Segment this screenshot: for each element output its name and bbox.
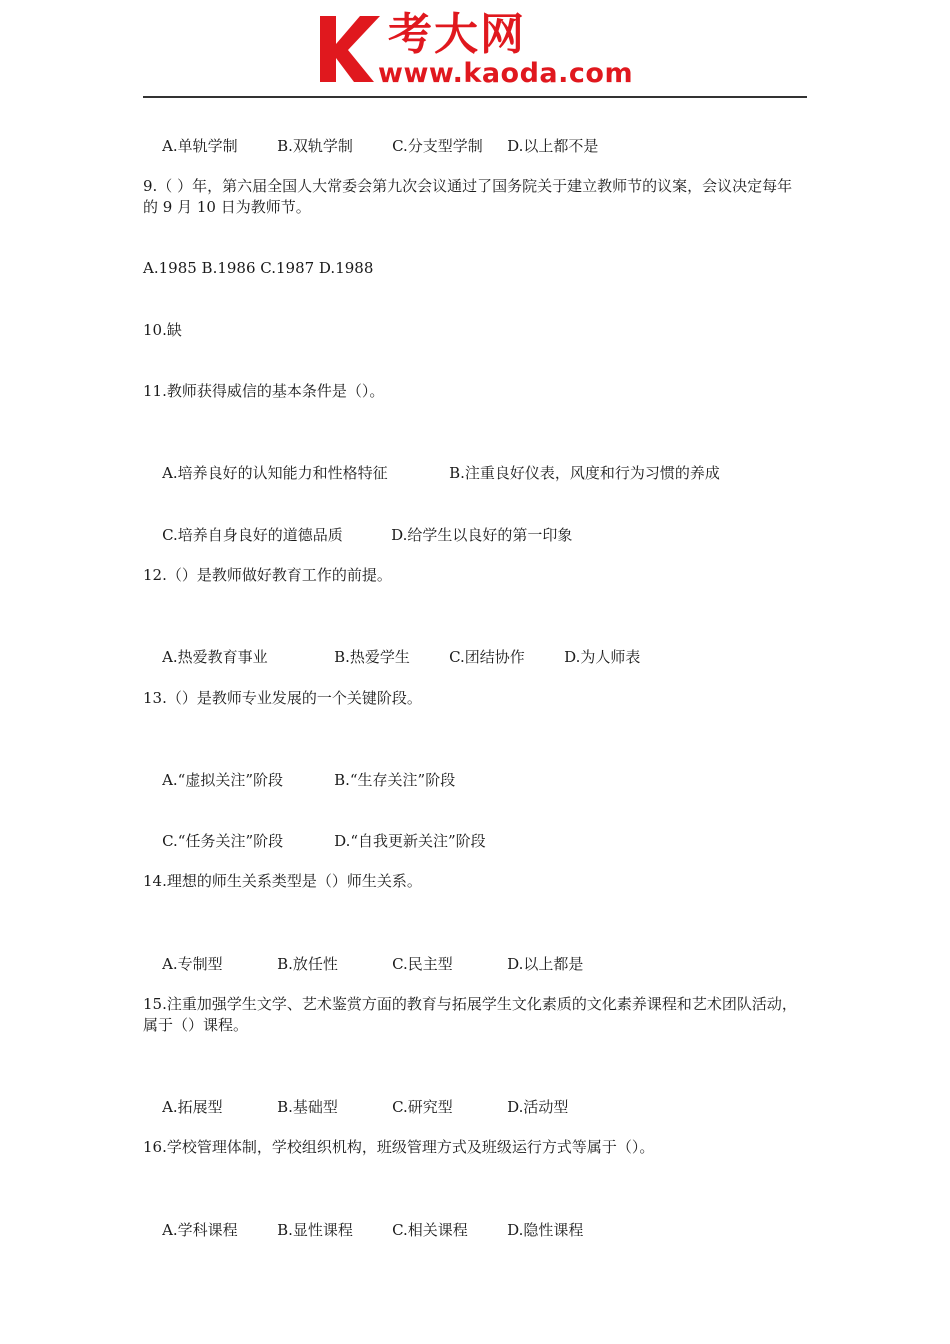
q14-stem: 14.理想的师生关系类型是（）师生关系。 (143, 872, 422, 890)
q10-stem: 10.缺 (143, 321, 182, 339)
q13-options-row2 (143, 810, 486, 873)
q16-option-d: D.隐性课程 (507, 1221, 584, 1239)
q14-options (143, 933, 583, 996)
q14-option-b: B.放任性 (277, 955, 338, 973)
q11-stem: 11.教师获得威信的基本条件是（）。 (143, 382, 385, 400)
q13-options-row1 (143, 749, 455, 812)
q15-stem: 15.注重加强学生文学、艺术鉴赏方面的教育与拓展学生文化素质的文化素养课程和艺术团队活动，属于（）课程。 (143, 995, 797, 1034)
q15-option-c: C.研究型 (392, 1098, 453, 1116)
q16-option-b: B.显性课程 (277, 1221, 353, 1239)
q14-option-c: C.民主型 (392, 955, 453, 973)
q16-stem: 16.学校管理体制，学校组织机构，班级管理方式及班级运行方式等属于（）。 (143, 1138, 655, 1156)
q11-options-row2 (143, 504, 572, 567)
q15-option-d: D.活动型 (507, 1098, 569, 1116)
q12-option-d: D.为人师表 (564, 648, 641, 666)
q16-option-c: C.相关课程 (392, 1221, 468, 1239)
q13-option-c: C.“任务关注”阶段 (162, 832, 284, 850)
q13-option-b: B.“生存关注”阶段 (334, 771, 456, 789)
q15-option-b: B.基础型 (277, 1098, 338, 1116)
q13-option-a: A.“虚拟关注”阶段 (162, 771, 284, 789)
q9-options: A.1985 B.1986 C.1987 D.1988 (143, 259, 374, 277)
kaoda-logo[interactable] (318, 10, 648, 90)
q16-options (143, 1199, 583, 1262)
q13-option-d: D.“自我更新关注”阶段 (334, 832, 486, 850)
q11-options-row1 (143, 442, 720, 505)
q15-options (143, 1076, 568, 1139)
q11-option-c: C.培养自身良好的道德品质 (162, 526, 343, 544)
q14-option-d: D.以上都是 (507, 955, 584, 973)
q8-option-c: C.分支型学制 (392, 137, 483, 155)
q16-option-a: A.学科课程 (162, 1221, 238, 1239)
q8-options (143, 115, 598, 178)
q14-option-a: A.专制型 (162, 955, 223, 973)
q8-option-a: A.单轨学制 (162, 137, 238, 155)
q8-option-b: B.双轨学制 (277, 137, 353, 155)
logo-chinese-text: 考大网 (388, 9, 526, 60)
q12-stem: 12.（）是教师做好教育工作的前提。 (143, 566, 392, 584)
q12-options (143, 626, 640, 689)
q8-option-d: D.以上都不是 (507, 137, 599, 155)
q9-stem: 9.（ ）年，第六届全国人大常委会第九次会议通过了国务院关于建立教师节的议案，会议决定每年的 9 月 10 日为教师节。 (143, 177, 793, 216)
q11-option-d: D.给学生以良好的第一印象 (391, 526, 573, 544)
q12-option-b: B.热爱学生 (334, 648, 410, 666)
q13-stem: 13.（）是教师专业发展的一个关键阶段。 (143, 689, 422, 707)
q15-option-a: A.拓展型 (162, 1098, 223, 1116)
q11-option-b: B.注重良好仪表，风度和行为习惯的养成 (449, 464, 720, 482)
k-logo-icon (318, 14, 382, 84)
logo-url-text: www.kaoda.com (378, 58, 634, 89)
header-divider (143, 96, 807, 98)
q11-option-a: A.培养良好的认知能力和性格特征 (162, 464, 388, 482)
q12-option-a: A.热爱教育事业 (162, 648, 268, 666)
q12-option-c: C.团结协作 (449, 648, 525, 666)
